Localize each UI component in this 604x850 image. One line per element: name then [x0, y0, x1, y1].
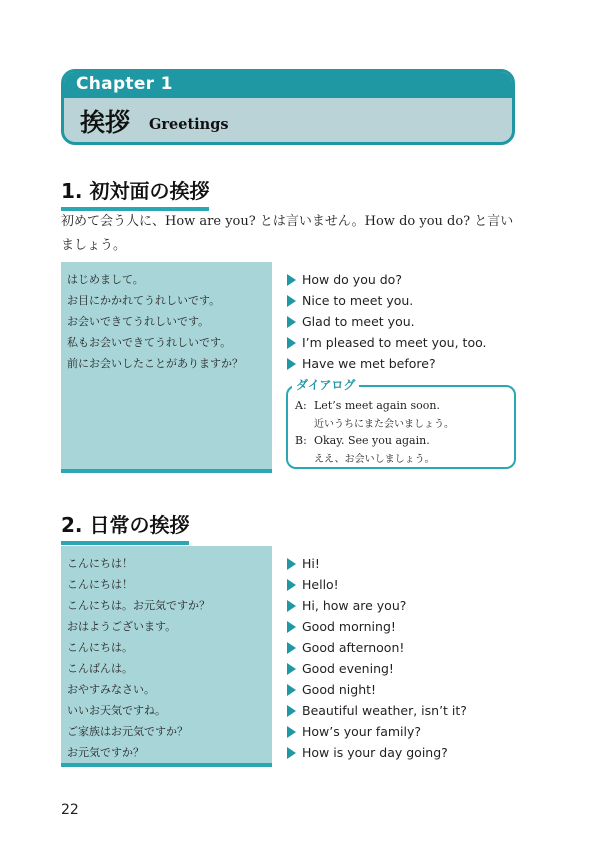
triangle-arrow-icon — [287, 684, 296, 696]
en-phrase-text: Hi, how are you? — [302, 598, 407, 613]
jp-phrase: おやすみなさい。 — [67, 683, 155, 696]
chapter-subtitle: Greetings — [149, 116, 229, 133]
jp-phrase: お元気ですか？ — [67, 746, 144, 759]
jp-phrase: こんにちは！ — [67, 578, 133, 591]
dialog-label: ダイアログ — [292, 376, 359, 393]
triangle-arrow-icon — [287, 621, 296, 633]
japanese-phrases-panel — [61, 546, 272, 767]
dialog-speaker-a: A: — [295, 399, 307, 412]
jp-phrase: ご家族はお元気ですか？ — [67, 725, 188, 738]
en-phrase-text: Have we met before? — [302, 356, 436, 371]
triangle-arrow-icon — [287, 337, 296, 349]
en-phrase — [287, 703, 467, 718]
jp-phrase: 前にお会いしたことがありますか？ — [67, 357, 243, 370]
jp-phrase: 私もお会いできてうれしいです。 — [67, 336, 232, 349]
en-phrase — [287, 724, 421, 739]
dialog-speaker-b: B: — [295, 434, 307, 447]
en-phrase — [287, 356, 436, 371]
en-phrase — [287, 577, 339, 592]
triangle-arrow-icon — [287, 316, 296, 328]
jp-phrase: こんばんは。 — [67, 662, 133, 675]
jp-phrase: いいお天気ですね。 — [67, 704, 166, 717]
dialog-box — [286, 385, 516, 469]
page-number: 22 — [61, 802, 79, 818]
triangle-arrow-icon — [287, 358, 296, 370]
en-phrase-text: Good night! — [302, 682, 377, 697]
section-heading-first-meeting: 1. 初対面の挨拶 — [61, 175, 209, 211]
jp-phrase: こんにちは。お元気ですか？ — [67, 599, 210, 612]
en-phrase — [287, 598, 406, 613]
dialog-translation-b: ええ、お会いしましょう。 — [314, 454, 435, 465]
jp-phrase: お会いできてうれしいです。 — [67, 315, 210, 328]
jp-phrase: こんにちは！ — [67, 557, 133, 570]
en-phrase — [287, 556, 320, 571]
en-phrase — [287, 640, 404, 655]
en-phrase-text: How is your day going? — [302, 745, 448, 760]
en-phrase-text: I’m pleased to meet you, too. — [302, 335, 487, 350]
en-phrase-text: Hello! — [302, 577, 339, 592]
en-phrase — [287, 293, 413, 308]
en-phrase — [287, 272, 402, 287]
jp-phrase: お目にかかれてうれしいです。 — [67, 294, 221, 307]
en-phrase-text: Good morning! — [302, 619, 396, 634]
intro-line: 初めて会う人に、How are you? とは言いません。How do you do? と言い — [61, 214, 514, 229]
section-intro — [61, 210, 531, 258]
en-phrase — [287, 745, 448, 760]
triangle-arrow-icon — [287, 642, 296, 654]
triangle-arrow-icon — [287, 747, 296, 759]
dialog-line-a: Let’s meet again soon. — [314, 399, 440, 412]
triangle-arrow-icon — [287, 663, 296, 675]
en-phrase — [287, 682, 376, 697]
chapter-header — [61, 69, 515, 145]
en-phrase-text: How do you do? — [302, 272, 402, 287]
dialog-translation-a: 近いうちにまた会いましょう。 — [314, 419, 454, 430]
triangle-arrow-icon — [287, 705, 296, 717]
triangle-arrow-icon — [287, 726, 296, 738]
jp-phrase: おはようございます。 — [67, 620, 177, 633]
japanese-phrases-panel — [61, 262, 272, 473]
triangle-arrow-icon — [287, 558, 296, 570]
jp-phrase: はじめまして。 — [67, 273, 144, 286]
chapter-label: Chapter 1 — [76, 74, 173, 94]
triangle-arrow-icon — [287, 600, 296, 612]
jp-phrase: こんにちは。 — [67, 641, 133, 654]
en-phrase-text: Glad to meet you. — [302, 314, 415, 329]
en-phrase-text: Good afternoon! — [302, 640, 405, 655]
triangle-arrow-icon — [287, 295, 296, 307]
triangle-arrow-icon — [287, 274, 296, 286]
en-phrase — [287, 661, 394, 676]
en-phrase-text: Good evening! — [302, 661, 394, 676]
triangle-arrow-icon — [287, 579, 296, 591]
en-phrase — [287, 335, 487, 350]
en-phrase-text: Hi! — [302, 556, 320, 571]
intro-line: ましょう。 — [61, 238, 127, 253]
en-phrase-text: Nice to meet you. — [302, 293, 414, 308]
en-phrase-text: Beautiful weather, isn’t it? — [302, 703, 467, 718]
chapter-title: 挨拶 — [80, 108, 131, 137]
dialog-line-b: Okay. See you again. — [314, 434, 430, 447]
en-phrase — [287, 619, 396, 634]
section-heading-daily-greetings: 2. 日常の挨拶 — [61, 509, 189, 545]
en-phrase — [287, 314, 415, 329]
en-phrase-text: How’s your family? — [302, 724, 422, 739]
